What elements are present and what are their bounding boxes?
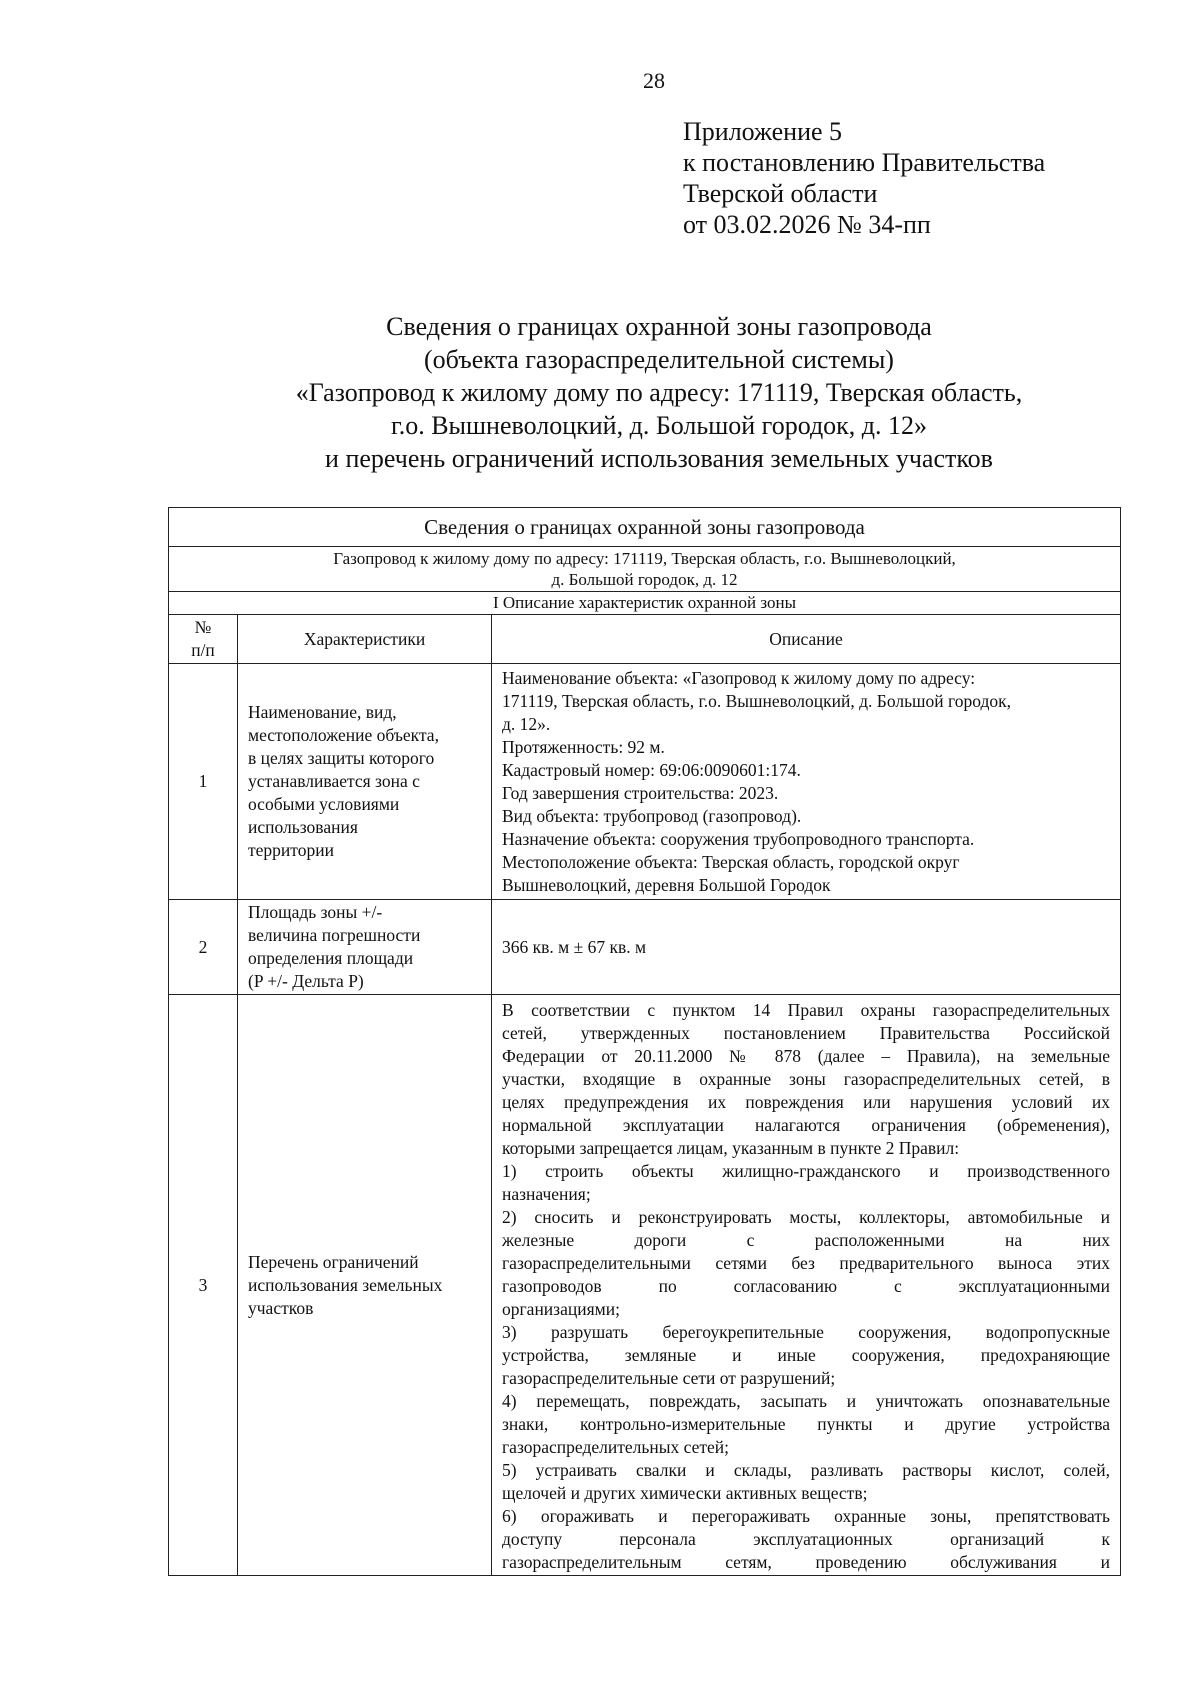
char-line: (P +/- Дельта P) bbox=[248, 971, 364, 991]
desc-line: Вид объекта: трубопровод (газопровод). bbox=[502, 805, 802, 826]
table-header-object bbox=[169, 547, 1121, 592]
title-line: «Газопровод к жилому дому по адресу: 171119, Тверская область, bbox=[295, 378, 1023, 407]
desc-line: Местоположение объекта: Тверская область, городской округ bbox=[502, 851, 960, 872]
title-line: Сведения о границах охранной зоны газопровода bbox=[386, 312, 932, 341]
column-header-description: Описание bbox=[492, 615, 1121, 664]
desc-line: Протяженность: 92 м. bbox=[502, 736, 665, 757]
title-line: и перечень ограничений использования земельных участков bbox=[325, 444, 993, 473]
desc-line: Федерации от 20.11.2000 № 878 (далее – Правила), на земельные bbox=[502, 1046, 1110, 1066]
desc-line: Вышневолоцкий, деревня Большой Городок bbox=[502, 874, 831, 895]
desc-line: которыми запрещается лицам, указанным в пункте 2 Правил: bbox=[502, 1138, 960, 1158]
row-description bbox=[492, 995, 1121, 1576]
char-line: территории bbox=[248, 840, 334, 860]
document-title bbox=[0, 310, 1200, 475]
desc-line: Наименование объекта: «Газопровод к жилому дому по адресу: bbox=[502, 667, 976, 688]
table-row bbox=[169, 900, 1121, 995]
col-num-line: № bbox=[194, 617, 212, 637]
appendix-line: Тверской области bbox=[683, 179, 878, 208]
desc-line: Назначение объекта: сооружения трубопроводного транспорта. bbox=[502, 828, 975, 849]
desc-line: газораспределительных сетей; bbox=[502, 1437, 729, 1457]
row-number: 3 bbox=[169, 995, 238, 1576]
char-line: устанавливается зона с bbox=[248, 771, 420, 791]
desc-line: газораспределительным сетям, проведению обслуживания и bbox=[502, 1552, 1110, 1572]
desc-line: 2) сносить и реконструировать мосты, коллекторы, автомобильные и bbox=[502, 1207, 1110, 1227]
desc-line: 3) разрушать берегоукрепительные сооружения, водопропускные bbox=[502, 1322, 1110, 1342]
table-header-main: Сведения о границах охранной зоны газопровода bbox=[169, 508, 1121, 547]
desc-line: доступу персонала эксплуатационных организаций к bbox=[502, 1529, 1110, 1549]
char-line: определения площади bbox=[248, 948, 414, 968]
desc-line: д. 12». bbox=[502, 713, 551, 734]
row-number: 2 bbox=[169, 900, 238, 995]
char-line: Наименование, вид, bbox=[248, 702, 397, 722]
desc-line: 1) строить объекты жилищно-гражданского и производственного bbox=[502, 1161, 1110, 1181]
row-description: 366 кв. м ± 67 кв. м bbox=[492, 900, 1121, 995]
char-line: использования bbox=[248, 817, 358, 837]
desc-line: Год завершения строительства: 2023. bbox=[502, 782, 779, 803]
char-line: Площадь зоны +/- bbox=[248, 902, 383, 922]
row-characteristic bbox=[238, 900, 492, 995]
desc-line: целях предупреждения их повреждения или нарушения условий их bbox=[502, 1092, 1110, 1112]
col-num-line: п/п bbox=[191, 640, 215, 660]
desc-line: 5) устраивать свалки и склады, разливать растворы кислот, солей, bbox=[502, 1460, 1110, 1480]
row-characteristic bbox=[238, 664, 492, 900]
row-number: 1 bbox=[169, 664, 238, 900]
appendix-line: к постановлению Правительства bbox=[683, 148, 1046, 177]
desc-line: газопроводов по согласованию с эксплуатационными bbox=[502, 1276, 1110, 1296]
char-line: особыми условиями bbox=[248, 794, 400, 814]
char-line: местоположение объекта, bbox=[248, 725, 439, 745]
object-line: д. Большой городок, д. 12 bbox=[551, 570, 738, 589]
desc-line: знаки, контрольно-измерительные пункты и другие устройства bbox=[502, 1414, 1110, 1434]
table-row bbox=[169, 995, 1121, 1576]
column-headers bbox=[169, 615, 1121, 664]
desc-line: устройства, земляные и иные сооружения, предохраняющие bbox=[502, 1345, 1110, 1365]
char-line: в целях защиты которого bbox=[248, 748, 435, 768]
desc-line: организациями; bbox=[502, 1299, 620, 1319]
appendix-line: от 03.02.2026 № 34-пп bbox=[683, 210, 931, 239]
desc-line: газораспределительные сети от разрушений; bbox=[502, 1368, 836, 1388]
desc-line: В соответствии с пунктом 14 Правил охраны газораспределительных bbox=[502, 1000, 1110, 1020]
protection-zone-table bbox=[168, 507, 1121, 1576]
column-header-number bbox=[169, 615, 238, 664]
appendix-line: Приложение 5 bbox=[683, 117, 843, 146]
desc-line: нормальной эксплуатации налагаются ограничения (обременения), bbox=[502, 1115, 1110, 1135]
char-line: участков bbox=[248, 1297, 314, 1318]
desc-line: назначения; bbox=[502, 1184, 591, 1204]
desc-line: железные дороги с расположенными на них bbox=[502, 1230, 1110, 1250]
desc-line: 4) перемещать, повреждать, засыпать и уничтожать опознавательные bbox=[502, 1391, 1110, 1411]
row-characteristic bbox=[238, 995, 492, 1576]
object-line: Газопровод к жилому дому по адресу: 171119, Тверская область, г.о. Вышневолоцкий, bbox=[333, 549, 956, 568]
desc-line: 171119, Тверская область, г.о. Вышневолоцкий, д. Большой городок, bbox=[502, 690, 1012, 711]
desc-line: Кадастровый номер: 69:06:0090601:174. bbox=[502, 759, 801, 780]
desc-line: сетей, утвержденных постановлением Правительства Российской bbox=[502, 1023, 1110, 1043]
title-line: г.о. Вышневолоцкий, д. Большой городок, д. 12» bbox=[390, 411, 928, 440]
desc-line: участки, входящие в охранные зоны газораспределительных сетей, в bbox=[502, 1069, 1110, 1089]
appendix-header bbox=[683, 116, 1045, 240]
row-description bbox=[492, 664, 1121, 900]
page-number: 28 bbox=[643, 68, 665, 93]
desc-line: щелочей и других химически активных веществ; bbox=[502, 1483, 868, 1503]
section-title: I Описание характеристик охранной зоны bbox=[169, 592, 1121, 615]
desc-line: газораспределительными сетями без предварительного выноса этих bbox=[502, 1253, 1110, 1273]
desc-line: 6) огораживать и перегораживать охранные зоны, препятствовать bbox=[502, 1506, 1110, 1526]
char-line: использования земельных bbox=[248, 1274, 443, 1295]
table-row bbox=[169, 664, 1121, 900]
column-header-characteristics: Характеристики bbox=[238, 615, 492, 664]
char-line: величина погрешности bbox=[248, 925, 421, 945]
title-line: (объекта газораспределительной системы) bbox=[424, 345, 894, 374]
char-line: Перечень ограничений bbox=[248, 1251, 419, 1272]
